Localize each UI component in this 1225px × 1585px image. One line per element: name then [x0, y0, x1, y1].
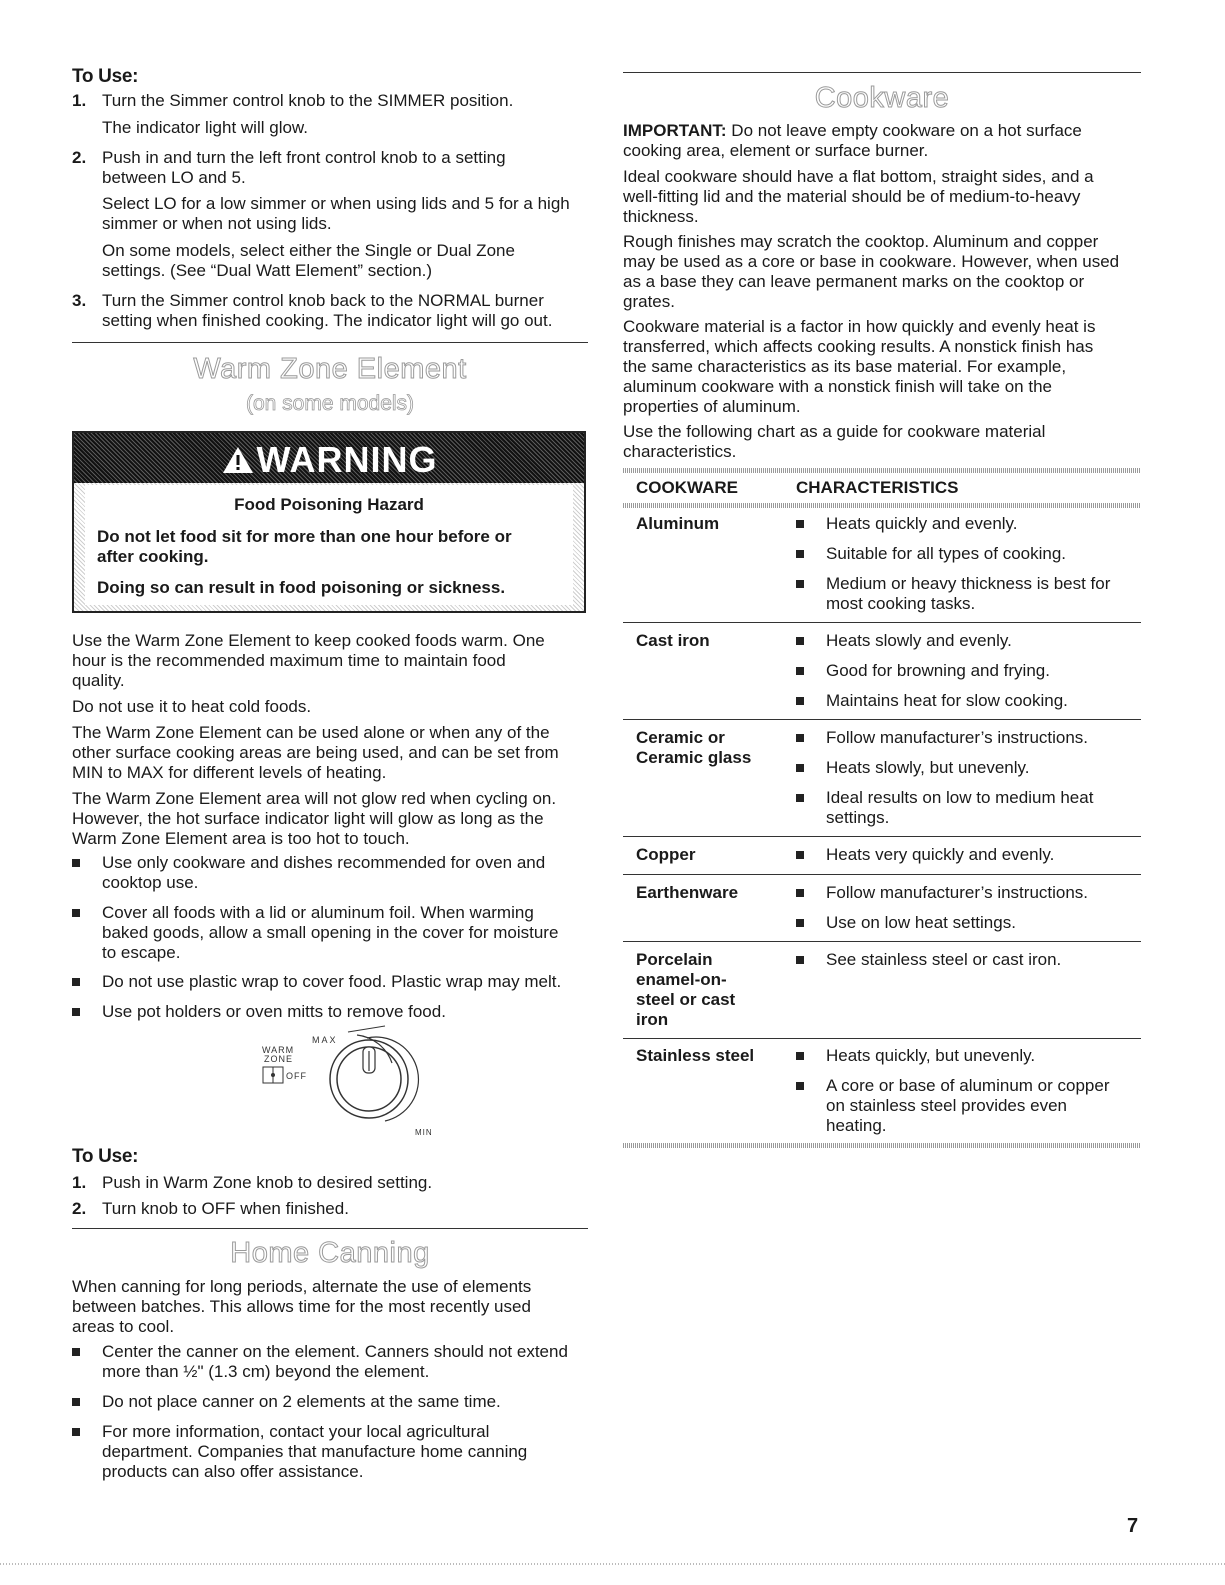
table-header-characteristics: CHARACTERISTICS: [796, 478, 959, 497]
warm-zone-title: Warm Zone Element: [193, 353, 467, 385]
cookware-title: Cookware: [814, 82, 950, 114]
text-line: Center the canner on the element. Canners should not extend: [102, 1342, 568, 1361]
characteristic-item: [796, 845, 1141, 865]
text-line: Heats slowly and evenly.: [826, 631, 1012, 650]
characteristic-item: [796, 574, 1141, 614]
text-line: The Warm Zone Element area will not glow red when cycling on.: [72, 789, 557, 808]
text-line: Medium or heavy thickness is best for: [826, 574, 1111, 593]
bullet-square-icon: [796, 889, 804, 897]
text-line: products can also offer assistance.: [102, 1462, 364, 1481]
characteristic-item: [796, 1046, 1141, 1066]
text-line: Use the Warm Zone Element to keep cooked foods warm. One: [72, 631, 545, 650]
text-line: as a base they can leave permanent marks on the cooktop or: [623, 272, 1085, 291]
warning-word: WARNING: [256, 439, 438, 480]
text-line: Suitable for all types of cooking.: [826, 544, 1067, 563]
text-line: characteristics.: [623, 442, 737, 461]
warm-zone-knob-illustration: [257, 1027, 433, 1139]
text-line: Heats slowly, but unevenly.: [826, 758, 1030, 777]
text-line: Follow manufacturer’s instructions.: [826, 728, 1089, 747]
text-line: For more information, contact your local agricultural: [102, 1422, 490, 1441]
text-line: Ceramic glass: [636, 748, 752, 767]
characteristic-item: [796, 913, 1141, 933]
text-line: MIN to MAX for different levels of heating.: [72, 763, 387, 782]
warning-text-panel: [85, 485, 573, 605]
characteristic-item: [796, 544, 1141, 564]
text-line: quality.: [72, 671, 125, 690]
section-divider: [623, 72, 1141, 73]
text-line: well-fitting lid and the material should be of medium-to-heavy: [623, 187, 1081, 206]
step-number: 3.: [72, 291, 87, 310]
table-top-rule: [623, 468, 1141, 473]
paragraph: [72, 631, 588, 691]
text-line: heating.: [826, 1116, 887, 1135]
numbered-step: [72, 194, 588, 234]
home-canning-title: Home Canning: [230, 1237, 430, 1269]
text-line: the same characteristics as its base material. For example,: [623, 357, 1067, 376]
paragraph: [72, 697, 588, 717]
bullet-square-icon: [796, 851, 804, 859]
paragraph: [623, 422, 1141, 462]
table-row-divider: [623, 1038, 1141, 1039]
bullet-item: [72, 853, 588, 893]
section-divider: [72, 1228, 588, 1229]
text-line: Stainless steel: [636, 1046, 755, 1065]
warm-zone-subtitle: (on some models): [245, 392, 415, 415]
text-line: Copper: [636, 845, 696, 864]
bullet-square-icon: [72, 1348, 80, 1356]
bullet-square-icon: [796, 667, 804, 675]
cookware-name: [636, 1046, 754, 1066]
bullet-item: [72, 1422, 588, 1482]
bullet-square-icon: [796, 697, 804, 705]
paragraph: [623, 232, 1141, 312]
cookware-name: [636, 631, 710, 651]
numbered-step: [72, 1199, 588, 1219]
table-row-divider: [623, 941, 1141, 942]
numbered-step: [72, 241, 588, 281]
text-line: Cookware material is a factor in how quickly and evenly heat is: [623, 317, 1096, 336]
text-line: Use on low heat settings.: [826, 913, 1016, 932]
text-line: grates.: [623, 292, 675, 311]
numbered-step: [72, 148, 588, 188]
cookware-name: [636, 950, 735, 1030]
paragraph: [72, 789, 588, 849]
to-use-heading-2: To Use:: [72, 1146, 139, 1167]
characteristic-item: [796, 758, 1141, 778]
bullet-item: [72, 1392, 588, 1412]
bullet-square-icon: [796, 956, 804, 964]
table-row-divider: [623, 622, 1141, 623]
bullet-square-icon: [796, 550, 804, 558]
text-line: cooktop use.: [102, 873, 199, 892]
table-row-divider: [623, 836, 1141, 837]
bullet-square-icon: [72, 909, 80, 917]
text-line: most cooking tasks.: [826, 594, 976, 613]
bullet-square-icon: [796, 637, 804, 645]
text-line: Porcelain: [636, 950, 713, 969]
text-line: Aluminum: [636, 514, 720, 533]
numbered-step: [72, 291, 588, 331]
bullet-square-icon: [796, 580, 804, 588]
table-header-cookware: COOKWARE: [636, 478, 738, 497]
text-line: Do not place canner on 2 elements at the same time.: [102, 1392, 501, 1411]
characteristic-item: [796, 788, 1141, 828]
text-line: enamel-on-: [636, 970, 727, 989]
text-line: Use only cookware and dishes recommended for oven and: [102, 853, 546, 872]
characteristic-item: [796, 691, 1141, 711]
text-line: When canning for long periods, alternate the use of elements: [72, 1277, 532, 1296]
important-label: IMPORTANT:: [623, 121, 727, 140]
numbered-step: [72, 118, 588, 138]
warning-line-1: Do not let food sit for more than one hour before or: [97, 527, 512, 546]
characteristic-item: [796, 631, 1141, 651]
text-line: See stainless steel or cast iron.: [826, 950, 1062, 969]
step-number: 2.: [72, 1199, 87, 1218]
cookware-name: [636, 514, 719, 534]
text-line: Maintains heat for slow cooking.: [826, 691, 1068, 710]
bullet-square-icon: [72, 978, 80, 986]
text-line: Turn the Simmer control knob back to the NORMAL burner: [102, 291, 544, 310]
warning-line-3: Doing so can result in food poisoning or sickness.: [97, 578, 506, 597]
knob-off-label: OFF: [286, 1071, 307, 1081]
characteristic-item: [796, 1076, 1141, 1136]
text-line: setting when finished cooking. The indicator light will go out.: [102, 311, 553, 330]
warning-hazard: Food Poisoning Hazard: [234, 495, 424, 514]
cookware-name: [636, 728, 751, 768]
text-line: A core or base of aluminum or copper: [826, 1076, 1110, 1095]
text-line: Do not use plastic wrap to cover food. Plastic wrap may melt.: [102, 972, 562, 991]
text-line: Heats very quickly and evenly.: [826, 845, 1055, 864]
bullet-item: [72, 972, 588, 992]
text-line: Heats quickly and evenly.: [826, 514, 1018, 533]
table-header-rule: [623, 503, 1141, 508]
bullet-square-icon: [796, 919, 804, 927]
text-line: settings.: [826, 808, 890, 827]
step-number: 1.: [72, 1173, 87, 1192]
bullet-square-icon: [796, 1052, 804, 1060]
bullet-square-icon: [72, 859, 80, 867]
text-line: The Warm Zone Element can be used alone or when any of the: [72, 723, 550, 742]
step-text: Push in Warm Zone knob to desired setting.: [102, 1173, 433, 1192]
bullet-square-icon: [72, 1008, 80, 1016]
text-line: Turn the Simmer control knob to the SIMMER position.: [102, 91, 514, 110]
text-line: aluminum cookware with a nonstick finish will take on the: [623, 377, 1052, 396]
text-line: other surface cooking areas are being used, and can be set from: [72, 743, 559, 762]
to-use-heading: To Use:: [72, 66, 139, 87]
warning-triangle-icon: [221, 445, 255, 475]
text-line: more than ½" (1.3 cm) beyond the element.: [102, 1362, 430, 1381]
characteristic-item: [796, 950, 1141, 970]
text-line: baked goods, allow a small opening in the cover for moisture: [102, 923, 559, 942]
bullet-item: [72, 903, 588, 963]
knob-min-label: MIN: [415, 1128, 433, 1137]
text-line: Ideal results on low to medium heat: [826, 788, 1094, 807]
text-line: steel or cast: [636, 990, 736, 1009]
bullet-square-icon: [796, 734, 804, 742]
knob-warm-label: WARM: [262, 1045, 295, 1055]
text-line: Rough finishes may scratch the cooktop. Aluminum and copper: [623, 232, 1099, 251]
warning-box: [72, 431, 586, 613]
page-number: 7: [1127, 1515, 1139, 1537]
text-line: simmer or when not using lids.: [102, 214, 332, 233]
text-line: settings. (See “Dual Watt Element” section.): [102, 261, 433, 280]
step-number: 1.: [72, 91, 87, 110]
text-line: Cast iron: [636, 631, 710, 650]
text-line: Warm Zone Element area is too hot to touch.: [72, 829, 410, 848]
bullet-square-icon: [72, 1398, 80, 1406]
table-bottom-rule: [623, 1143, 1141, 1148]
text-line: On some models, select either the Single or Dual Zone: [102, 241, 515, 260]
paragraph: [623, 167, 1141, 227]
text-line: Earthenware: [636, 883, 739, 902]
bullet-item: [72, 1002, 588, 1022]
text-line: properties of aluminum.: [623, 397, 801, 416]
text-line: areas to cool.: [72, 1317, 175, 1336]
knob-max-label: MAX: [312, 1035, 338, 1045]
text-line: Heats quickly, but unevenly.: [826, 1046, 1036, 1065]
text-line: The indicator light will glow.: [102, 118, 308, 137]
text-line: to escape.: [102, 943, 181, 962]
table-row-divider: [623, 874, 1141, 875]
text-line: department. Companies that manufacture home canning: [102, 1442, 528, 1461]
bullet-square-icon: [72, 1428, 80, 1436]
text-line: Cover all foods with a lid or aluminum foil. When warming: [102, 903, 534, 922]
warning-line-2: after cooking.: [97, 547, 209, 566]
bullet-item: [72, 1342, 588, 1382]
table-row-divider: [623, 719, 1141, 720]
cookware-name: [636, 883, 738, 903]
paragraph: [72, 723, 588, 783]
bullet-square-icon: [796, 764, 804, 772]
step-text: Turn knob to OFF when finished.: [102, 1199, 349, 1218]
numbered-step: [72, 91, 588, 111]
text-line: Do not use it to heat cold foods.: [72, 697, 312, 716]
text-line: Ideal cookware should have a flat bottom, straight sides, and a: [623, 167, 1094, 186]
text-line: Follow manufacturer’s instructions.: [826, 883, 1089, 902]
numbered-step: [72, 1173, 588, 1193]
paragraph: [72, 1277, 588, 1337]
text-line: Use the following chart as a guide for cookware material: [623, 422, 1046, 441]
text-line: Use pot holders or oven mitts to remove food.: [102, 1002, 446, 1021]
text-line: However, the hot surface indicator light will glow as long as the: [72, 809, 544, 828]
cookware-name: [636, 845, 696, 865]
characteristic-item: [796, 661, 1141, 681]
text-line: between LO and 5.: [102, 168, 246, 187]
text-line: Good for browning and frying.: [826, 661, 1050, 680]
section-divider: [72, 342, 588, 343]
characteristic-item: [796, 514, 1141, 534]
text-line: hour is the recommended maximum time to maintain food: [72, 651, 506, 670]
text-line: may be used as a core or base in cookware. However, when used: [623, 252, 1120, 271]
warning-header: [74, 433, 584, 483]
text-line: Push in and turn the left front control knob to a setting: [102, 148, 506, 167]
text-line: between batches. This allows time for the most recently used: [72, 1297, 531, 1316]
paragraph: [623, 317, 1141, 417]
text-line: transferred, which affects cooking results. A nonstick finish has: [623, 337, 1094, 356]
characteristic-item: [796, 728, 1141, 748]
text-line: Ceramic or: [636, 728, 725, 747]
bullet-square-icon: [796, 794, 804, 802]
footer-dotted-line: [0, 1563, 1225, 1565]
text-line: on stainless steel provides even: [826, 1096, 1067, 1115]
important-note: IMPORTANT: Do not leave empty cookware on a hot surface: [623, 121, 1082, 140]
characteristic-item: [796, 883, 1141, 903]
text-line: iron: [636, 1010, 669, 1029]
step-number: 2.: [72, 148, 87, 167]
knob-zone-label: ZONE: [264, 1054, 294, 1064]
bullet-square-icon: [796, 520, 804, 528]
important-note-line-2: cooking area, element or surface burner.: [623, 141, 929, 160]
bullet-square-icon: [796, 1082, 804, 1090]
text-line: thickness.: [623, 207, 699, 226]
text-line: Select LO for a low simmer or when using lids and 5 for a high: [102, 194, 570, 213]
